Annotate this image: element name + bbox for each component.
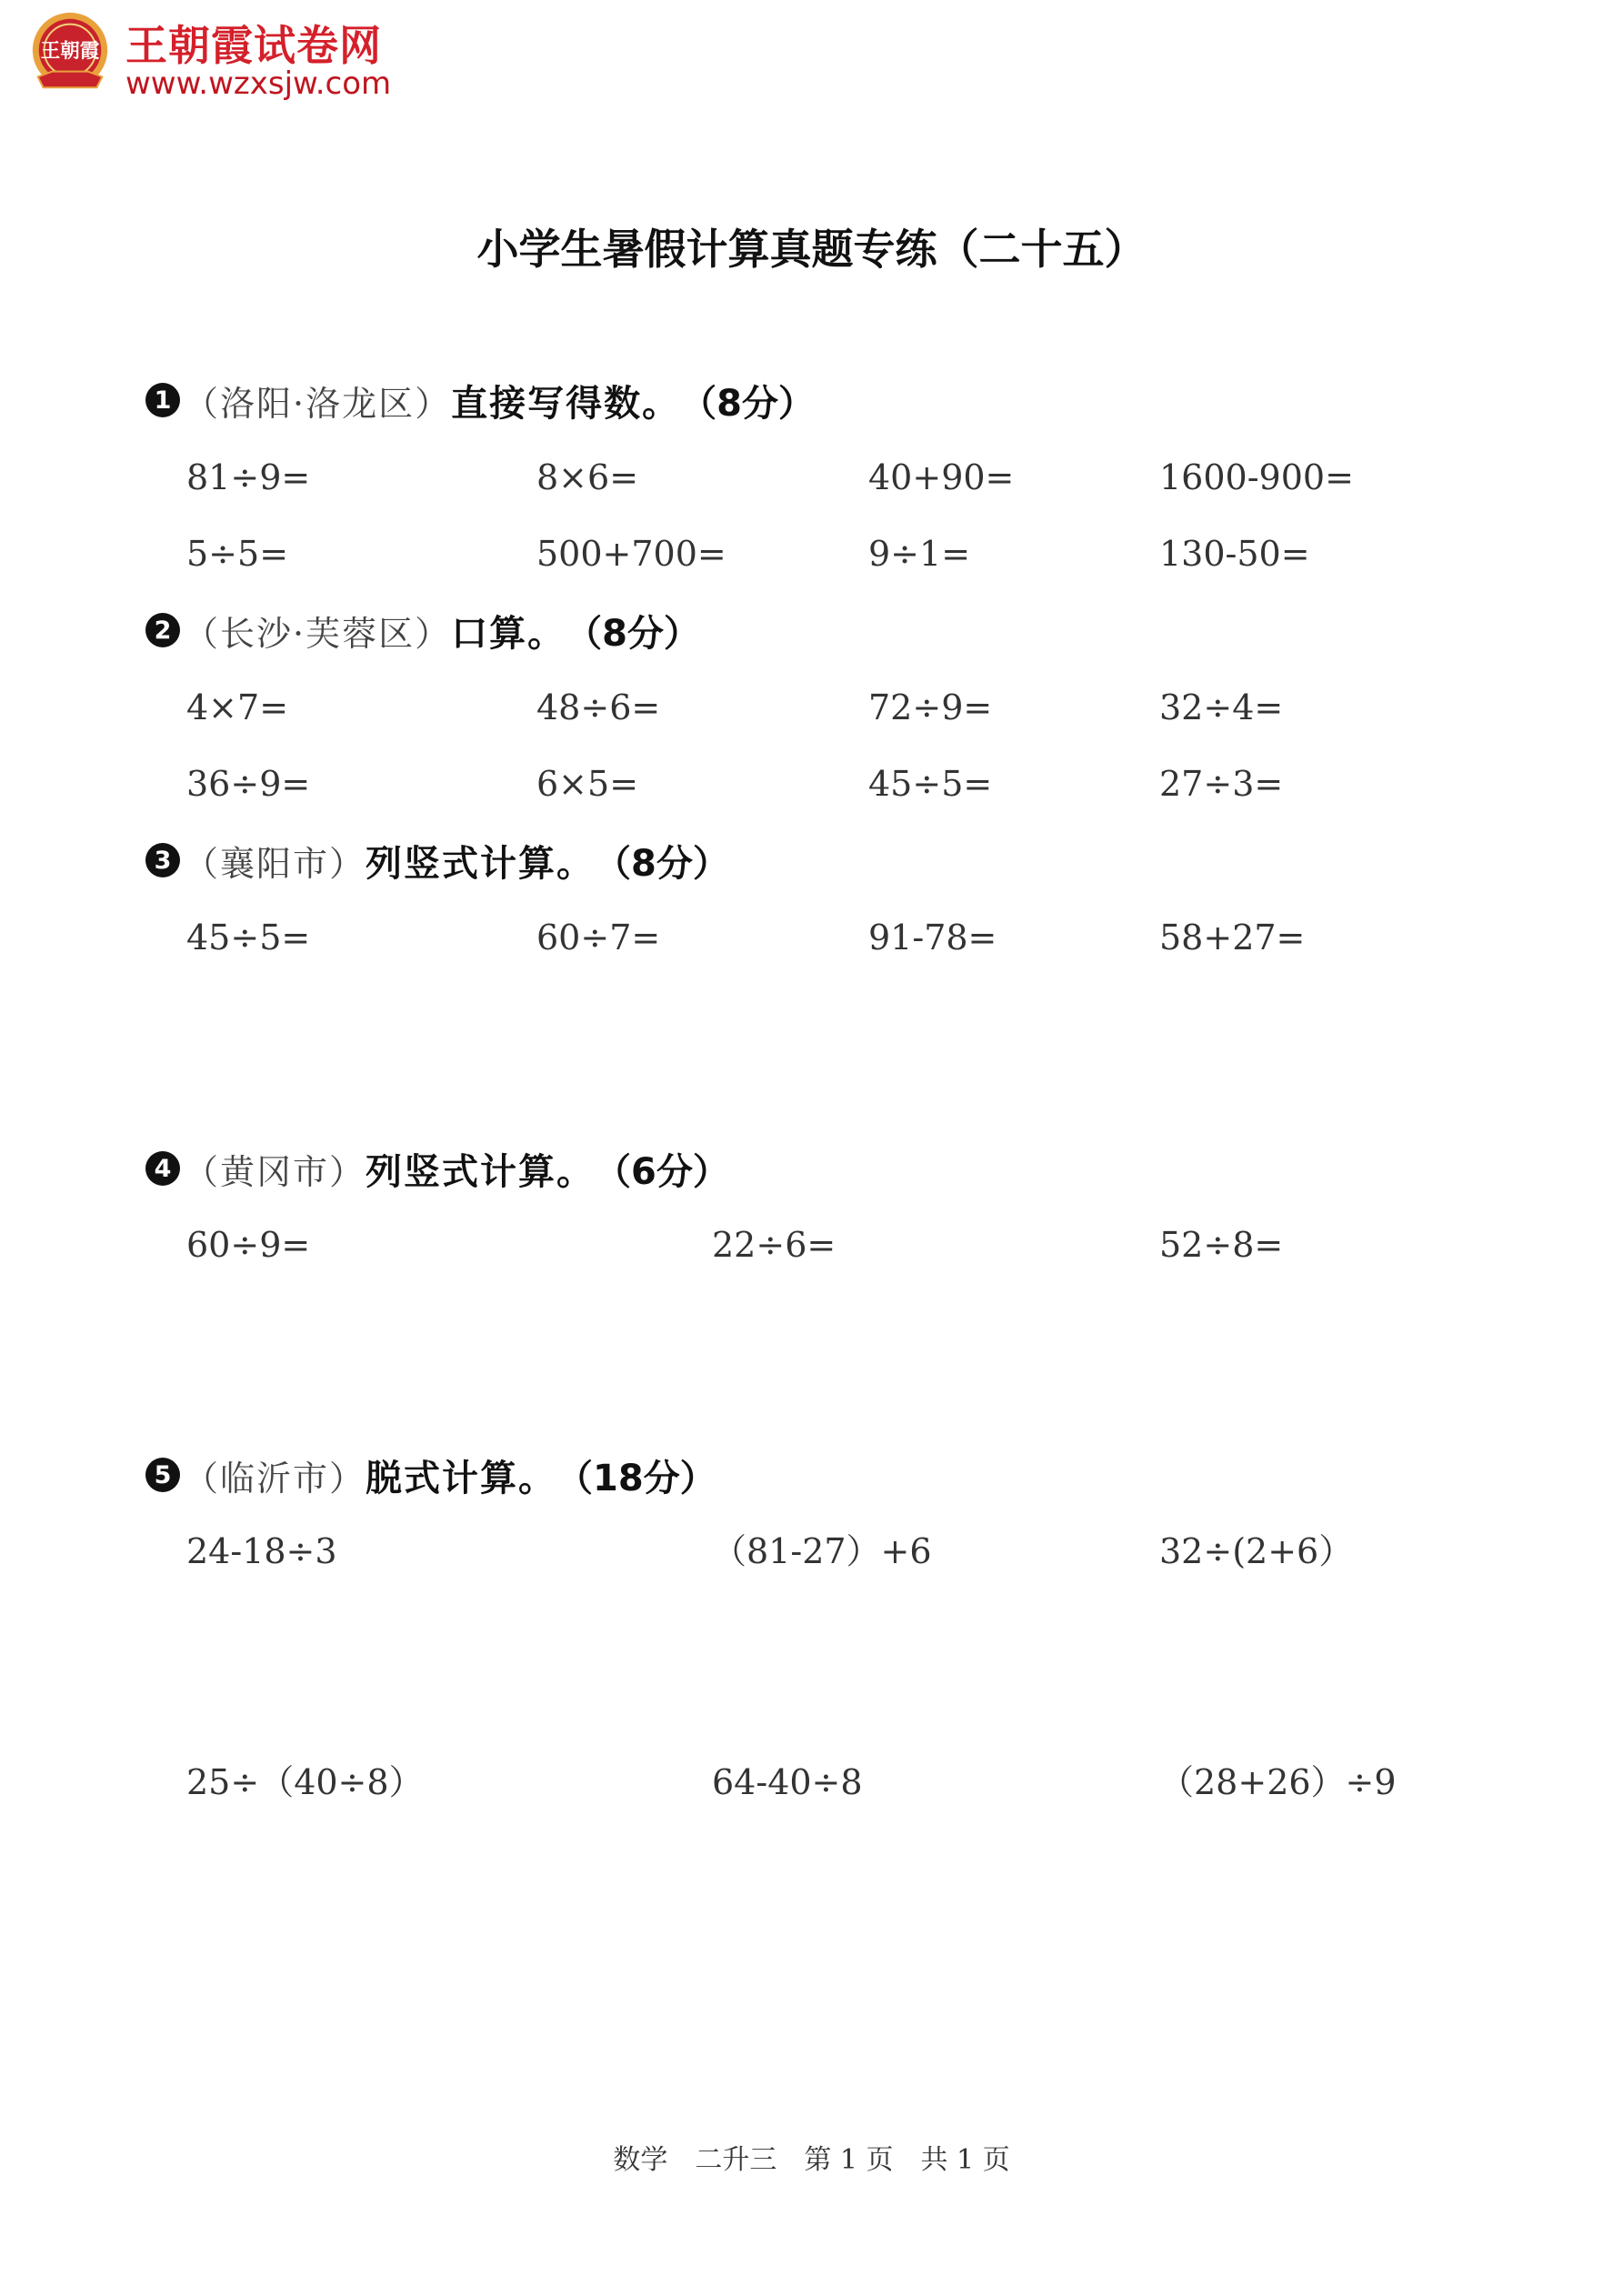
- problem: 45÷5=: [186, 917, 311, 958]
- problem: 40+90=: [868, 457, 1015, 497]
- problem: 25÷（40÷8）: [186, 1762, 424, 1802]
- section-source: （襄阳市）: [184, 843, 366, 884]
- logo-emblem-icon: [25, 9, 115, 98]
- section-1-header: [145, 375, 815, 426]
- section-2-header: [145, 605, 700, 656]
- section-points: （8分）: [595, 842, 729, 885]
- problem: 91-78=: [868, 917, 997, 958]
- problem: 27÷3=: [1159, 764, 1284, 804]
- section-5-header: [145, 1449, 716, 1500]
- section-points: （8分）: [680, 382, 815, 425]
- problem: 64-40÷8: [712, 1762, 863, 1802]
- section-points: （18分）: [556, 1457, 716, 1499]
- problem: 48÷6=: [536, 687, 661, 727]
- problem: 52÷8=: [1159, 1225, 1284, 1265]
- problem: 60÷7=: [536, 917, 661, 958]
- problem: 81÷9=: [186, 457, 311, 497]
- problem: （81-27）+6: [712, 1531, 932, 1571]
- section-task: 脱式计算。: [366, 1457, 557, 1499]
- section-3-header: [145, 835, 729, 886]
- section-source: （洛阳·洛龙区）: [184, 383, 452, 424]
- section-source: （黄冈市）: [184, 1151, 366, 1192]
- problem: 60÷9=: [186, 1225, 311, 1265]
- page-footer: 数学 二升三 第 1 页 共 1 页: [613, 2144, 1010, 2176]
- section-points: （6分）: [595, 1150, 729, 1193]
- problem: 24-18÷3: [186, 1531, 337, 1571]
- logo-emblem-text: 王朝霞: [40, 39, 100, 63]
- section-task: 列竖式计算。: [366, 1150, 596, 1193]
- problem: 8×6=: [536, 457, 639, 497]
- section-task: 口算。: [451, 612, 566, 655]
- site-logo: [25, 9, 407, 109]
- problem: 4×7=: [186, 687, 289, 727]
- problem: 1600-900=: [1159, 457, 1354, 497]
- problem: 58+27=: [1159, 917, 1306, 958]
- section-number-badge: 4: [145, 1151, 180, 1186]
- logo-url[interactable]: www.wzxsjw.com: [125, 65, 392, 102]
- section-task: 列竖式计算。: [366, 842, 596, 885]
- problem: 32÷4=: [1159, 687, 1284, 727]
- section-number-badge: 2: [145, 613, 180, 647]
- section-source: （长沙·芙蓉区）: [184, 613, 452, 654]
- section-4-header: [145, 1143, 729, 1194]
- section-number-badge: 3: [145, 843, 180, 877]
- problem: 36÷9=: [186, 764, 311, 804]
- section-source: （临沂市）: [184, 1458, 366, 1499]
- section-number-badge: 1: [145, 383, 180, 417]
- problem: 22÷6=: [712, 1225, 837, 1265]
- problem: 45÷5=: [868, 764, 993, 804]
- page-title: 小学生暑假计算真题专练（二十五）: [476, 225, 1147, 274]
- section-task: 直接写得数。: [451, 382, 681, 425]
- problem: 5÷5=: [186, 534, 289, 574]
- problem: 72÷9=: [868, 687, 993, 727]
- section-points: （8分）: [566, 612, 700, 655]
- problem: 9÷1=: [868, 534, 971, 574]
- problem: （28+26）÷9: [1159, 1762, 1397, 1802]
- logo-name: 王朝霞试卷网: [125, 21, 382, 70]
- problem: 500+700=: [536, 534, 726, 574]
- problem: 32÷(2+6）: [1159, 1531, 1354, 1571]
- problem: 6×5=: [536, 764, 639, 804]
- section-number-badge: 5: [145, 1458, 180, 1492]
- problem: 130-50=: [1159, 534, 1310, 574]
